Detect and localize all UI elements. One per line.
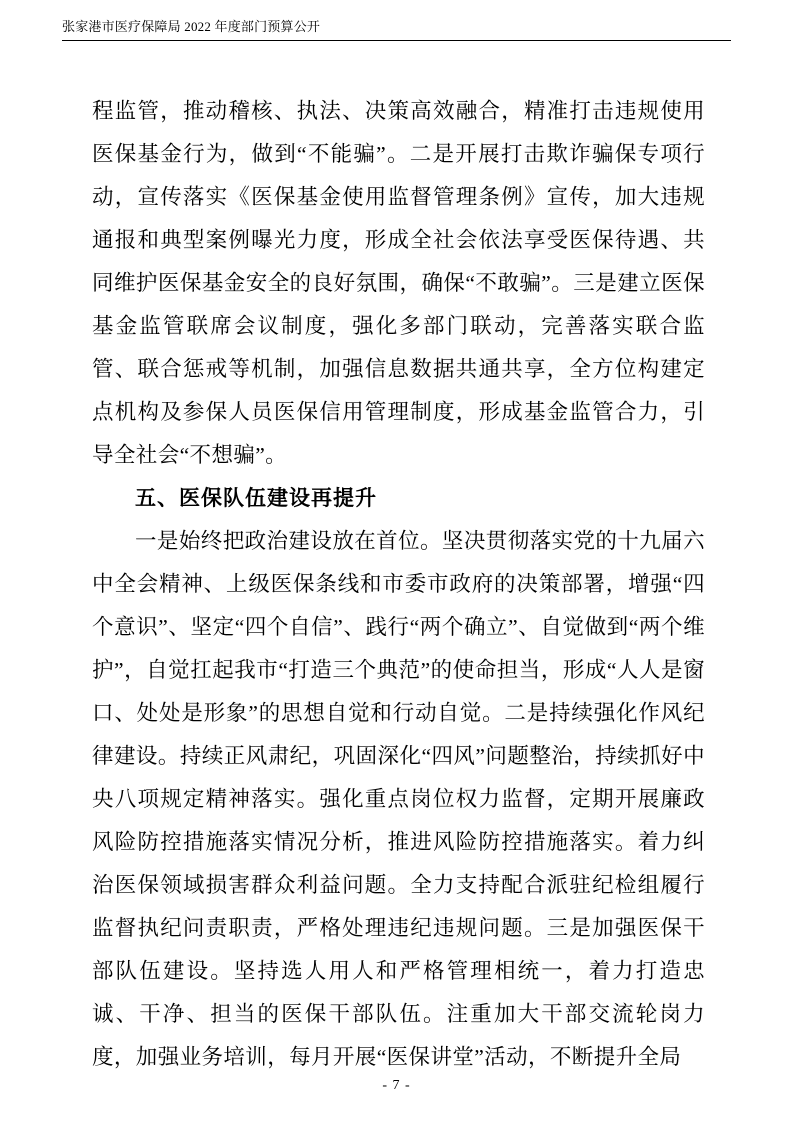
header-divider — [62, 40, 731, 41]
paragraph-continued-supervision: 程监管，推动稽核、执法、决策高效融合，精准打击违规使用医保基金行为，做到“不能骗”。二是开展打击欺诈骗保专项行动，宣传落实《医保基金使用监督管理条例》宣传，加大违规通报和典型案例曝光力度，形成全社会依法享受医保待遇、共同维护医保基金安全的良好氛围，确保“不敢骗”。三是建立医保基金监管联席会议制度，强化多部门联动，完善落实联合监管、联合惩戒等机制，加强信息数据共通共享，全方位构建定点机构及参保人员医保信用管理制度，形成基金监管合力，引导全社会“不想骗”。 — [92, 99, 705, 467]
header-title: 张家港市医疗保障局 2022 年度部门预算公开 — [62, 19, 321, 34]
paragraph-team-building: 一是始终把政治建设放在首位。坚决贯彻落实党的十九届六中全会精神、上级医保条线和市委市政府的决策部署，增强“四个意识”、坚定“四个自信”、践行“两个确立”、自觉做到“两个维护”，自觉扛起我市“打造三个典范”的使命担当，形成“人人是窗口、处处是形象”的思想自觉和行动自觉。二是持续强化作风纪律建设。持续正风肃纪，巩固深化“四风”问题整治，持续抓好中央八项规定精神落实。强化重点岗位权力监督，定期开展廉政风险防控措施落实情况分析，推进风险防控措施落实。着力纠治医保领域损害群众利益问题。全力支持配合派驻纪检组履行监督执纪问责职责，严格处理违纪违规问题。三是加强医保干部队伍建设。坚持选人用人和严格管理相统一，着力打造忠诚、干净、担当的医保干部队伍。注重加大干部交流轮岗力度，加强业务培训，每月开展“医保讲堂”活动，不断提升全局 — [92, 529, 705, 1069]
document-body — [92, 90, 705, 1079]
section-heading-five: 五、医保队伍建设再提升 — [135, 487, 377, 510]
page-header — [62, 18, 731, 41]
page-number: - 7 - — [382, 1078, 411, 1093]
page-footer — [0, 1078, 793, 1094]
